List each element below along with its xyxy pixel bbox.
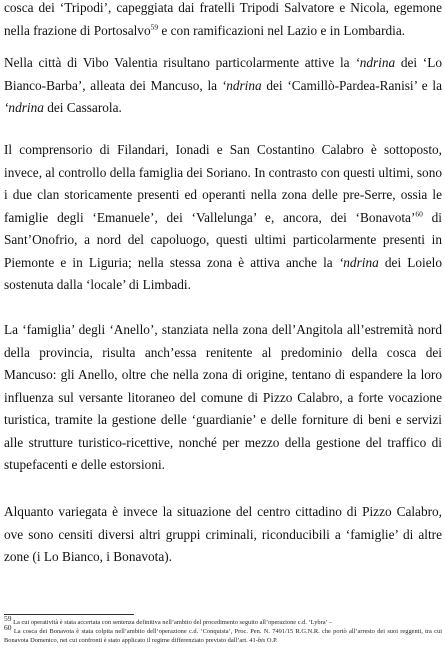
footnote-ref: 59 [150,22,159,32]
italic-term: bis [257,637,266,645]
italic-term: ‘ndrina [221,77,262,93]
text-segment: La cui operatività è stata accertata con sentenza definitiva nell’ambito del procedimento seguito all’operazione c.d. ‘Lybra’ – [11,619,333,626]
text-segment: O.P. [265,637,278,645]
text-segment: La ‘famiglia’ degli ‘Anello’, stanziata nella zona dell’Angitola all’estremità nord della provincia, risulta anch’essa renitente al predominio della cosca dei Mancuso: gli Anello, oltre che nella zona di origine, tentano di espandere la loro influenza sul versante litoraneo del comune di Pizzo Calabro, a forte vocazione turistica, tramite la gestione delle ‘guardianie’ e delle forniture di beni e servizi alle strutture turistico-ricettive, nonché per mezzo della gestione del traffico di stupefacenti e delle estorsioni. [4,322,442,472]
footnote-separator [4,614,134,615]
italic-term: ‘ndrina [355,55,396,70]
text-segment: dei ‘Lo Bianco-Barba’, alleata dei Mancuso, la [4,55,443,93]
text-segment: dei Loielo sostenuta dalla ‘locale’ di Limbadi. [4,254,443,292]
text-segment: cosca dei ‘Tripodi’, capeggiata dai fratelli Tripodi Salvatore e Nicola, egemone nella frazione di Portosalvo [4,0,442,38]
text-segment: Nella città di Vibo Valentia risultano particolarmente attive la [4,55,356,70]
text-segment: dei Cassarola. [43,100,122,115]
paragraph-anello [4,319,442,477]
italic-term: ‘ndrina [338,254,379,270]
italic-term: ‘ndrina [4,100,44,115]
text-segment: La cosca dei Bonavota è stata colpita nell’ambito dell’operazione c.d. ‘Conquista’, Proc. Pen. N. 7491/15 R.G.N.R. che portò all’arresto dei suoi reggenti, tra cui Bonavota Domenico, nei cui confronti è stato applicato il regime differenziato previsto dall’art. 41- [4,628,442,645]
paragraph-vibo-valentia [4,52,442,120]
footnote-ref: 60 [415,209,423,219]
footnote-ref: 59 [4,613,12,623]
paragraph-pizzo-calabro [4,501,442,569]
paragraph-filandari [4,139,442,297]
footnote-59 [4,613,442,627]
text-segment: di Sant’Onofrio, a nord del capoluogo, questi ultimi particolarmente presenti in Piemonte e in Liguria; nella stessa zona è attiva anche la [4,209,442,270]
text-segment: e con ramificazioni nel Lazio e in Lombardia. [158,22,406,38]
paragraph-tripodi [4,0,442,42]
text-segment: dei ‘Camillò-Pardea-Ranisi’ e la [261,77,442,93]
text-segment: Alquanto variegata è invece la situazione del centro cittadino di Pizzo Calabro, ove sono censiti diversi altri gruppi criminali, riconducibili a ‘famiglie’ di altre zone (i Lo Bianco, i Bonavota). [4,504,442,564]
text-segment: Il comprensorio di Filandari, Ionadi e San Costantino Calabro è sottoposto, invece, al controllo della famiglia dei Soriano. In contrasto con questi ultimi, sono i due clan storicamente presenti ed operanti nella zona delle pre-Serre, ossia le famiglie degli ‘Emanuele’, dei ‘Vallelunga’ e, ancora, dei ‘Bonavota’ [4,142,442,225]
footnote-ref: 60 [4,622,12,632]
